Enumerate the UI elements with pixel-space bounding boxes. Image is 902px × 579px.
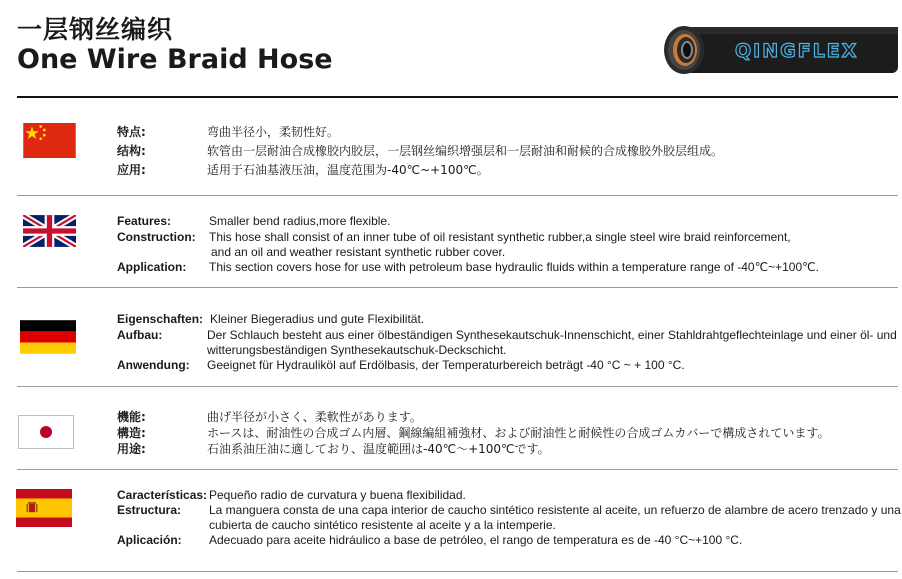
construction-es-line1: La manguera consta de una capa interior de caucho sintético resistente al aceite, un refuerzo de alambre de acero trenzado y una	[209, 503, 901, 517]
application-label-en: Application:	[117, 260, 187, 274]
construction-label-en: Construction:	[117, 230, 196, 244]
section-divider	[17, 195, 898, 196]
japan-flag	[18, 415, 74, 449]
spain-flag	[16, 489, 72, 527]
construction-de-line1: Der Schlauch besteht aus einer ölbeständigen Synthesekautschuk-Innenschicht, einer Stahldrahtgeflechteinlage und einer öl- und	[207, 328, 897, 342]
application-ja: 石油系油圧油に適しており、温度範囲は-40℃〜+100℃です。	[207, 442, 550, 456]
application-label-zh: 应用:	[117, 163, 146, 177]
construction-label-zh: 结构:	[117, 144, 146, 158]
features-label-ja: 機能:	[117, 410, 146, 424]
construction-en-line2: and an oil and weather resistant synthetic rubber cover.	[211, 245, 506, 259]
features-label-zh: 特点:	[117, 125, 146, 139]
header-rule	[17, 96, 898, 98]
features-es: Pequeño radio de curvatura y buena flexibilidad.	[209, 488, 466, 502]
china-flag	[23, 123, 76, 158]
construction-ja: ホースは、耐油性の合成ゴム内層、鋼線編組補強材、および耐油性と耐候性の合成ゴムカバーで構成されています。	[207, 426, 830, 440]
application-de: Geeignet für Hydrauliköl auf Erdölbasis, der Temperaturbereich beträgt -40 °C ~ + 100 °C.	[207, 358, 685, 372]
application-en: This section covers hose for use with petroleum base hydraulic fluids within a temperature range of -40℃~+100℃.	[209, 260, 819, 274]
construction-label-de: Aufbau:	[117, 328, 163, 342]
application-label-ja: 用途:	[117, 442, 146, 456]
features-zh: 弯曲半径小，柔韧性好。	[207, 125, 340, 139]
construction-de-line2: witterungsbeständigen Synthesekautschuk-Deckschicht.	[207, 343, 507, 357]
construction-label-es: Estructura:	[117, 503, 182, 517]
section-divider	[17, 469, 898, 470]
section-divider	[17, 386, 898, 387]
features-label-es: Características:	[117, 488, 208, 502]
page-title-en: One Wire Braid Hose	[17, 44, 333, 75]
construction-en-line1: This hose shall consist of an inner tube of oil resistant synthetic rubber,a single steel wire braid reinforcement,	[209, 230, 791, 244]
qingflex-logo	[653, 24, 898, 76]
section-divider	[17, 571, 898, 572]
construction-zh: 软管由一层耐油合成橡胶内胶层，一层钢丝编织增强层和一层耐油和耐候的合成橡胶外胶层组成。	[207, 144, 724, 158]
application-es: Adecuado para aceite hidráulico a base de petróleo, el rango de temperatura es de -40 °C~+100 °C.	[209, 533, 743, 547]
section-divider	[17, 287, 898, 288]
construction-label-ja: 構造:	[117, 426, 146, 440]
features-label-de: Eigenschaften:	[117, 312, 204, 326]
features-de: Kleiner Biegeradius und gute Flexibilität.	[210, 312, 425, 326]
page-title-zh: 一层钢丝编织	[17, 15, 174, 44]
germany-flag	[20, 320, 76, 354]
application-label-es: Aplicación:	[117, 533, 182, 547]
application-zh: 适用于石油基液压油，温度范围为-40℃~+100℃。	[207, 163, 489, 177]
features-en: Smaller bend radius,more flexible.	[209, 214, 391, 228]
features-ja: 曲げ半径が小さく、柔軟性があります。	[207, 410, 422, 424]
features-label-en: Features:	[117, 214, 172, 228]
uk-flag	[23, 215, 76, 247]
logo-text: QINGFLEX	[735, 40, 859, 62]
application-label-de: Anwendung:	[117, 358, 190, 372]
construction-es-line2: cubierta de caucho sintético resistente al aceite y a la intemperie.	[209, 518, 556, 532]
